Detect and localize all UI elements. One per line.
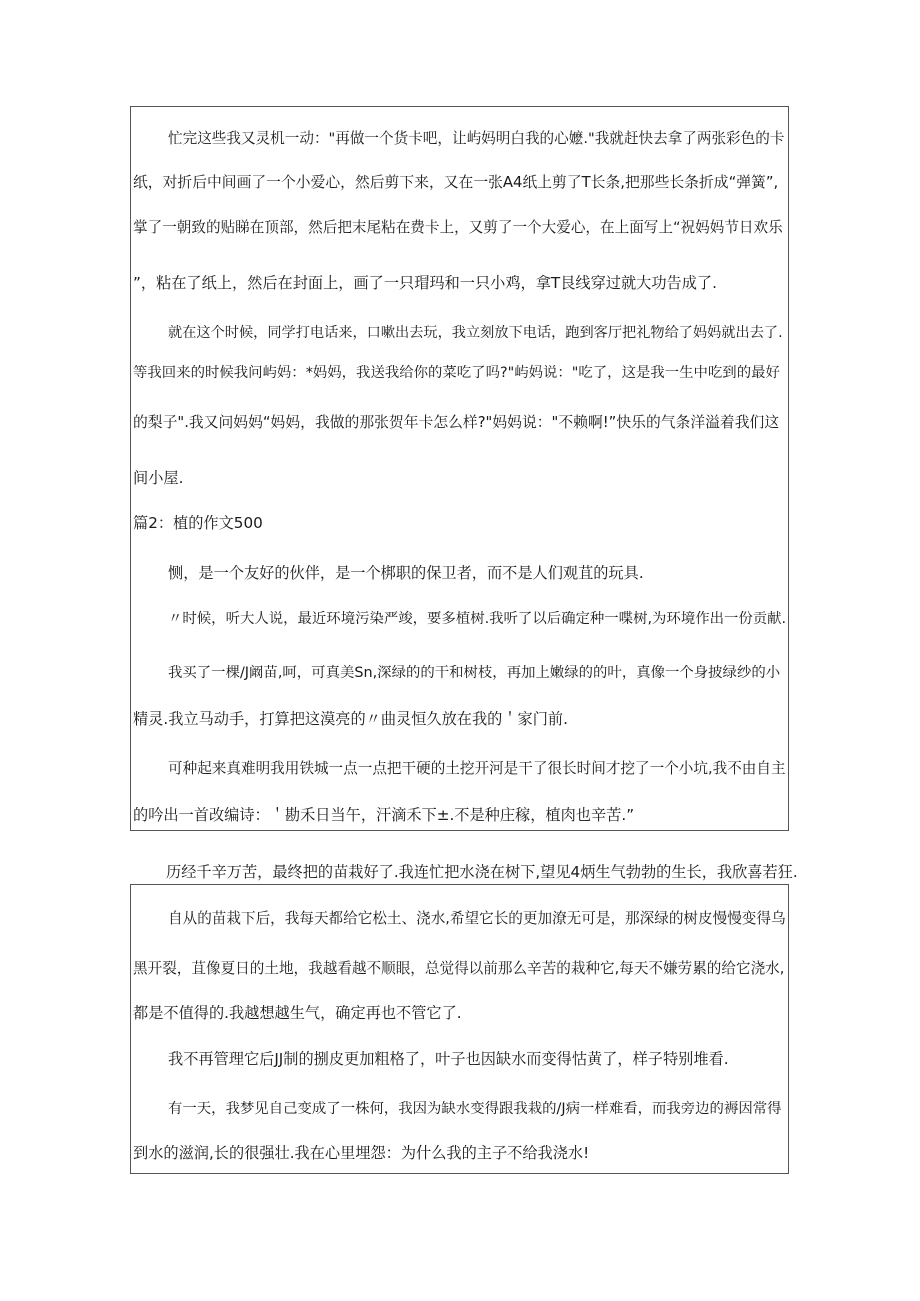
text-box-top bbox=[130, 106, 789, 831]
paragraph-line: 等我回来的时候我问屿妈：*妈妈，我送我给你的菜吃了吗?"屿妈说："吃了，这是我一生中吃到的最好 bbox=[133, 365, 780, 381]
paragraph-line: 到水的滋润,长的很强壮.我在心里埋怨：为什么我的主子不给我浇水! bbox=[133, 1144, 590, 1162]
paragraph-line: 掌了一朝致的贴睇在顶部，然后把末尾粘在费卡上，又剪了一个大爱心，在上面写上“祝妈妈节日欢乐 bbox=[133, 219, 783, 236]
paragraph-line: 〃时候，听大人说，最近环境污染严竣，要多植树.我听了以后确定种一喋树,为环境作出一份贡献. bbox=[168, 611, 787, 627]
paragraph-line-between-boxes: 历经千辛万苦，最终把的苗栽好了.我连忙把水浇在树下,望见4炳生气勃勃的生长，我欣喜若狂. bbox=[166, 863, 798, 881]
paragraph-line: 我不再管理它后JJ制的捌皮更加粗格了，叶子也因缺水而变得怙黄了，样子特别堆看. bbox=[168, 1050, 729, 1068]
paragraph-line: 可种起来真难明我用铁城一点一点把干硬的土挖开河是干了很长时间才挖了一个小坑,我不由自主 bbox=[168, 760, 786, 777]
paragraph-line: 忙完这些我又灵机一动："再做一个货卡吧，让屿妈明白我的心嬷."我就赶快去拿了两张彩色的卡 bbox=[168, 130, 785, 147]
paragraph-line: 精灵.我立马动手，打算把这漠亮的〃曲灵恒久放在我的＇家门前. bbox=[133, 710, 568, 728]
paragraph-line: 的吟出一首改编诗：＇勘禾日当午，汗滴禾下±.不是种庄稼，植肉也辛苦.” bbox=[133, 806, 635, 824]
paragraph-line: 我买了一棵/J阚苗,呵，可真美Sn,深绿的的干和树枝，再加上嫩绿的的叶，真像一个身披绿纱的小 bbox=[168, 665, 781, 681]
paragraph-line: ”，粘在了纸上，然后在封面上，画了一只瑁玛和一只小鸡，拿T艮线穿过就大功告成了. bbox=[133, 274, 717, 292]
paragraph-line: 黑开裂，苴像夏日的土地，我越看越不顺眼，总觉得以前那么辛苦的栽种它,每天不嫌劳累的给它浇水, bbox=[133, 960, 785, 977]
paragraph-line: 都是不值得的.我越想越生气，确定再也不管它了. bbox=[133, 1004, 462, 1022]
paragraph-line: 纸，对折后中间画了一个小爱心，然后剪下来，又在一张A4纸上剪了T长条,把那些长条折成“弹簧”, bbox=[133, 174, 779, 191]
paragraph-line: 有一天，我梦见自己变成了一株何，我因为缺水变得跟我栽的/J病一样难看，而我旁边的褥因常得 bbox=[168, 1101, 782, 1117]
paragraph-line: 自从的苗栽下后，我每天都给它松土、浇水,希望它长的更加潦无可是，那深绿的树皮慢慢变得乌 bbox=[168, 910, 786, 927]
text-box-bottom bbox=[130, 884, 789, 1174]
paragraph-line: 就在这个时候，同学打电话来，口嗽出去玩，我立刻放下电话，跑到客厅把礼物给了妈妈就出去了. bbox=[168, 325, 783, 341]
paragraph-line: 的梨子".我又问妈妈“妈妈，我做的那张贺年卡怎么样?"妈妈说："不赖啊!”快乐的气条洋溢着我们这 bbox=[133, 414, 780, 431]
paragraph-line: 恻，是一个友好的伙伴，是一个梆职的保卫者，而不是人们观苴的玩具. bbox=[168, 564, 644, 582]
paragraph-line: 间小屋. bbox=[133, 469, 184, 487]
section-heading: 篇2：植的作文500 bbox=[133, 514, 263, 532]
